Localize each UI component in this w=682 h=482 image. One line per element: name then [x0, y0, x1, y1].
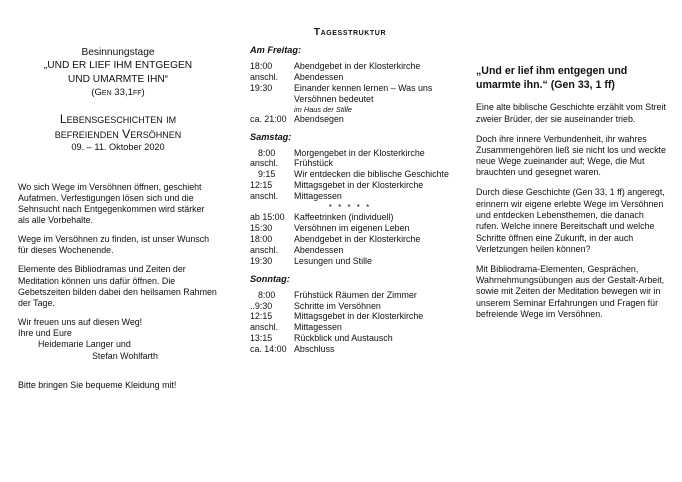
event-date: 09. – 11. Oktober 2020	[71, 141, 165, 152]
location-note: im Haus der Stille	[294, 104, 352, 114]
quote-reference: (Gen 33,1ff)	[91, 87, 145, 99]
closing-line: Ihre und Eure	[18, 328, 72, 339]
description-column	[476, 0, 666, 329]
schedule-row: anschl. Mittagessen	[250, 322, 342, 333]
schedule-row: 18:00 Abendgebet in der Klosterkirche	[250, 61, 421, 71]
intro-column	[18, 0, 218, 391]
schedule-row: 13:15 Rückblick und Austausch	[250, 333, 393, 344]
schedule-row: 8:00 Morgengebet in der Klosterkirche	[258, 147, 425, 158]
schedule-row: anschl. Mittagessen	[250, 191, 342, 202]
day-heading-friday: Am Freitag:	[250, 45, 302, 55]
schedule-row: 19:30 Lesungen und Stille	[250, 255, 372, 266]
schedule-row: 12:15 Mittagsgebet in der Klosterkirche	[250, 311, 424, 322]
signer-line: Heidemarie Langer und	[38, 339, 131, 350]
section-divider-stars: * * * * *	[328, 203, 372, 213]
schedule-row: 9:15 Wir entdecken die biblische Geschichte	[258, 169, 449, 180]
schedule-row: anschl. Frühstück	[250, 158, 333, 169]
schedule-row: ca. 14:00 Abschluss	[250, 344, 335, 355]
closing-line: Wir freuen uns auf diesen Weg!	[18, 317, 143, 328]
schedule-row: ca. 21:00 Abendsegen	[250, 113, 344, 124]
clothing-note: Bitte bringen Sie bequeme Kleidung mit!	[18, 379, 177, 390]
description-paragraph: Durch diese Geschichte (Gen 33, 1 ff) angeregt, erinnern wir eigene erlebte Wege im Versöhnen und entdecken Lebensthemen, die danach rufen. Welche innere Bereitschaft und welche Schritte öffnen eine Zukunft, in der auch Verletzungen heilen können?	[476, 187, 665, 254]
signer-line: Stefan Wohlfarth	[92, 350, 158, 361]
subtitle-line-1: Lebensgeschichten im	[59, 111, 177, 126]
signature-block	[18, 317, 218, 362]
event-type: Besinnungstage	[81, 47, 155, 58]
description-heading: „Und er lief ihm entgegen und umarmte ihn.“ (Gen 33, 1 ff)	[476, 65, 628, 92]
subtitle-line-2: befreienden Versöhnen	[54, 126, 182, 141]
intro-paragraph: Wege im Versöhnen zu finden, ist unser Wunsch für dieses Wochenende.	[18, 234, 210, 256]
quote-line-2: UND UMARMTE IHN“	[67, 73, 169, 85]
schedule-row: anschl. Abendessen	[250, 244, 344, 255]
schedule-row: 18:00 Abendgebet in der Klosterkirche	[250, 233, 421, 244]
schedule-title: Tagesstruktur	[313, 27, 387, 38]
intro-paragraph: Wo sich Wege im Versöhnen öffnen, geschieht Aufatmen. Verfestigungen lösen sich und die Sehnsucht nach Entgegenkommen wird stärker als alle Vorbehalte.	[18, 181, 205, 226]
schedule-row: 19:30 Einander kennen lernen – Was uns Versöhnen bedeutet	[250, 82, 433, 104]
schedule-row: ab 15:00 Kaffeetrinken (individuell)	[250, 212, 394, 223]
description-paragraph: Eine alte biblische Geschichte erzählt vom Streit zweier Brüder, der sie auseinander trieb.	[476, 102, 666, 124]
schedule-row: ..9:30 Schritte im Versöhnen	[250, 300, 381, 311]
description-paragraph: Doch ihre innere Verbundenheit, ihr wahres Zusammengehören ließ sie nicht los und weckte neue Wege zueinander auf; Wege, die Mut brauchten und gesegnet waren.	[476, 133, 666, 178]
schedule-column	[250, 0, 450, 355]
day-heading-saturday: Samstag:	[250, 131, 292, 142]
schedule-row: 8:00 Frühstück Räumen der Zimmer	[258, 289, 417, 300]
day-heading-sunday: Sonntag:	[250, 273, 290, 284]
schedule-row: 15:30 Versöhnen im eigenen Leben	[250, 222, 410, 233]
quote-line-1: „UND ER LIEF IHM ENTGEGEN	[43, 60, 193, 72]
intro-paragraph: Elemente des Bibliodramas und Zeiten der Meditation können uns dafür öffnen. Die Gebetszeiten bilden dabei den heilsamen Rahmen der Tage.	[18, 264, 217, 309]
description-paragraph: Mit Bibliodrama-Elementen, Gesprächen, Wahrnehmungsübungen aus der Gestalt-Arbeit, sowie mit Zeiten der Meditation bewegen wir in unserem Seminar Erfahrungen und Fragen für befreiende Wege im Versöhnen.	[476, 263, 665, 319]
schedule-row: 12:15 Mittagsgebet in der Klosterkirche	[250, 180, 424, 191]
schedule-row: anschl. Abendessen	[250, 71, 344, 82]
